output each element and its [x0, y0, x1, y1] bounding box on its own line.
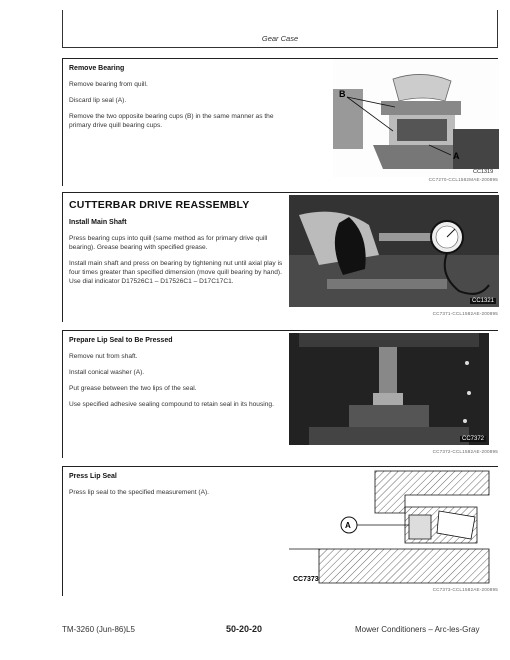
page-header-title: Gear Case [261, 34, 299, 43]
section-body [69, 473, 283, 504]
figure-ref: CC7270-CCL1582MAE-200895 [428, 177, 498, 182]
figure-ref: CC7372-CCL1582AE-200895 [432, 449, 498, 454]
section-remove-bearing [62, 58, 498, 186]
section-heading: Press Lip Seal [69, 473, 117, 480]
figure-code: CC7372 [461, 436, 484, 442]
dial-indicator-photo [289, 195, 499, 307]
figure-ref: CC7371-CCL1582AE-200895 [432, 311, 498, 316]
paragraph: Discard lip seal (A). [69, 97, 127, 104]
section-body [69, 199, 283, 293]
paragraph: Press bearing cups into quill (same method as for primary drive quill bearing). Grease bearing with specified grease. [69, 235, 268, 251]
paragraph: Remove nut from shaft. [69, 353, 138, 360]
paragraph: Install main shaft and press on bearing by tightening nut until axial play is four times greater than specified dimension (move quill bearing by hand). Use dial indicator D17526C1 – D17526C1 – D17C17C1. [69, 260, 283, 285]
section-body [69, 337, 283, 416]
section-prepare-lip-seal [62, 330, 498, 458]
section-title: CUTTERBAR DRIVE REASSEMBLY [69, 199, 250, 211]
bearing-photo [333, 59, 499, 177]
lip-seal-cross-section-drawing [289, 467, 499, 585]
section-heading: Install Main Shaft [69, 219, 127, 226]
section-body [69, 65, 283, 137]
paragraph: Remove bearing from quill. [69, 81, 148, 88]
lip-seal-press-photo [289, 333, 489, 445]
footer-product-name: Mower Conditioners – Arc-les-Gray [355, 625, 480, 634]
footer-page-number: 50-20-20 [226, 624, 263, 634]
paragraph: Install conical washer (A). [69, 369, 145, 376]
figure-code: CC1321 [471, 298, 494, 304]
callout-a: A [345, 521, 351, 530]
lip-seal-press-illustration [289, 333, 489, 445]
bearing-illustration [333, 59, 499, 177]
paragraph: Use specified adhesive sealing compound to retain seal in its housing. [69, 401, 274, 408]
paragraph: Put grease between the two lips of the seal. [69, 385, 197, 392]
figure-ref: CC7373-CCL1582AE-200895 [432, 587, 498, 592]
footer-manual-id: TM-3260 (Jun-86)L5 [62, 625, 135, 634]
callout-b: B [339, 89, 346, 99]
figure-code: CC7373 [293, 576, 319, 583]
cross-section-illustration [289, 467, 499, 585]
callout-a: A [453, 151, 460, 161]
dial-indicator-illustration [289, 195, 499, 307]
paragraph: Press lip seal to the specified measurement (A). [69, 489, 209, 496]
section-press-lip-seal [62, 466, 498, 596]
paragraph: Remove the two opposite bearing cups (B) in the same manner as the primary drive quill bearing cups. [69, 113, 274, 129]
section-heading: Remove Bearing [69, 65, 125, 72]
section-cutterbar-drive-reassembly [62, 192, 498, 322]
figure-code: CC1319 [473, 169, 494, 175]
section-heading: Prepare Lip Seal to Be Pressed [69, 337, 173, 344]
